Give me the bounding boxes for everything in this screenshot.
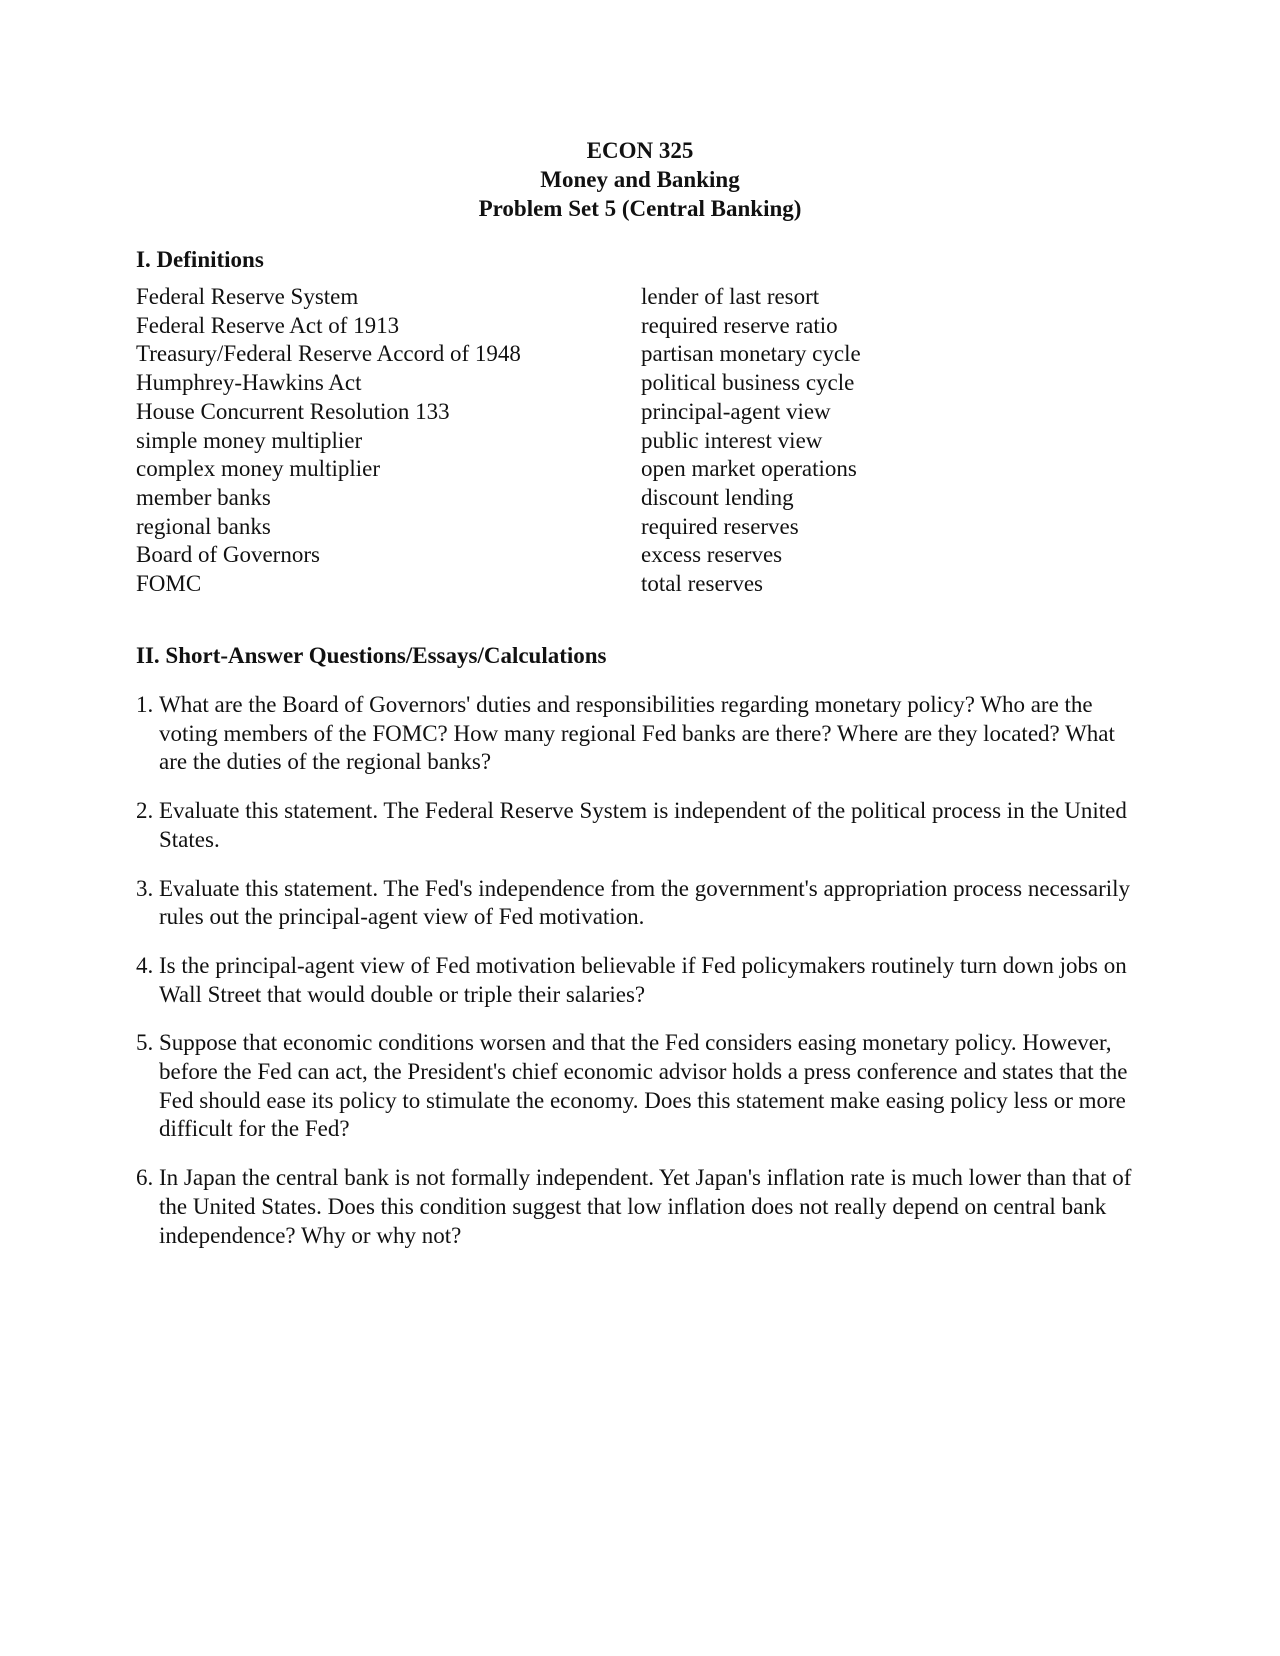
question-item [136,1164,1146,1250]
question-item [136,952,1146,1009]
definition-term: discount lending [641,484,794,510]
question-text: Evaluate this statement. The Federal Reserve System is independent of the political process in the United States. [159,798,1127,852]
definition-term: simple money multiplier [136,427,363,453]
definitions-right-column [641,283,861,599]
question-number: 5. [136,1030,154,1056]
definition-term: FOMC [136,571,202,597]
definition-term: open market operations [641,456,857,482]
definition-term: Treasury/Federal Reserve Accord of 1948 [136,341,521,367]
question-item [136,797,1146,854]
definition-term: political business cycle [641,370,855,396]
definition-term: complex money multiplier [136,456,381,482]
course-title: Money and Banking [540,167,740,192]
definition-term: Federal Reserve Act of 1913 [136,312,400,338]
definition-term: Humphrey-Hawkins Act [136,370,362,396]
definition-term: lender of last resort [641,284,820,309]
problem-set-title: Problem Set 5 (Central Banking) [478,196,802,221]
question-number: 1. [136,692,154,717]
definition-term: member banks [136,484,271,510]
definition-term: House Concurrent Resolution 133 [136,398,450,424]
question-list [136,691,1146,1270]
question-text: Evaluate this statement. The Fed's independence from the government's appropriation process necessarily rules out the principal-agent view of Fed motivation. [159,875,1131,930]
question-item [136,691,1146,777]
question-text: Suppose that economic conditions worsen and that the Fed considers easing monetary policy. However, before the Fed can act, the President's chief economic advisor holds a press conference and states that the Fed should ease its policy to stimulate the economy. Does this statement make easing policy less or more difficult for the Fed? [159,1030,1128,1142]
question-item [136,875,1146,932]
document-header [0,136,1280,223]
question-number: 3. [136,875,154,901]
definition-term: required reserve ratio [641,312,838,338]
question-number: 6. [136,1165,154,1191]
definitions-left-column [136,283,521,599]
definition-term: total reserves [641,571,763,597]
course-code: ECON 325 [586,138,694,163]
definitions-heading: I. Definitions [136,247,264,272]
definition-term: principal-agent view [641,398,831,424]
definition-term: Federal Reserve System [136,284,359,309]
definition-term: partisan monetary cycle [641,341,861,367]
question-item [136,1029,1146,1144]
definition-term: Board of Governors [136,542,320,568]
question-text: What are the Board of Governors' duties and responsibilities regarding monetary policy? Who are the voting members of the FOMC? How many regional Fed banks are there? Where are they located? What are the duties of the regional banks? [159,692,1115,775]
definition-term: public interest view [641,427,823,453]
question-number: 2. [136,798,154,824]
definition-term: regional banks [136,513,271,539]
definition-term: excess reserves [641,542,783,568]
definition-term: required reserves [641,513,799,539]
question-number: 4. [136,952,154,978]
short-answer-heading: II. Short-Answer Questions/Essays/Calculations [136,643,607,668]
question-text: In Japan the central bank is not formally independent. Yet Japan's inflation rate is much lower than that of the United States. Does this condition suggest that low inflation does not really depend on central bank independence? Why or why not? [159,1165,1132,1248]
question-text: Is the principal-agent view of Fed motivation believable if Fed policymakers routinely turn down jobs on Wall Street that would double or triple their salaries? [159,952,1127,1007]
